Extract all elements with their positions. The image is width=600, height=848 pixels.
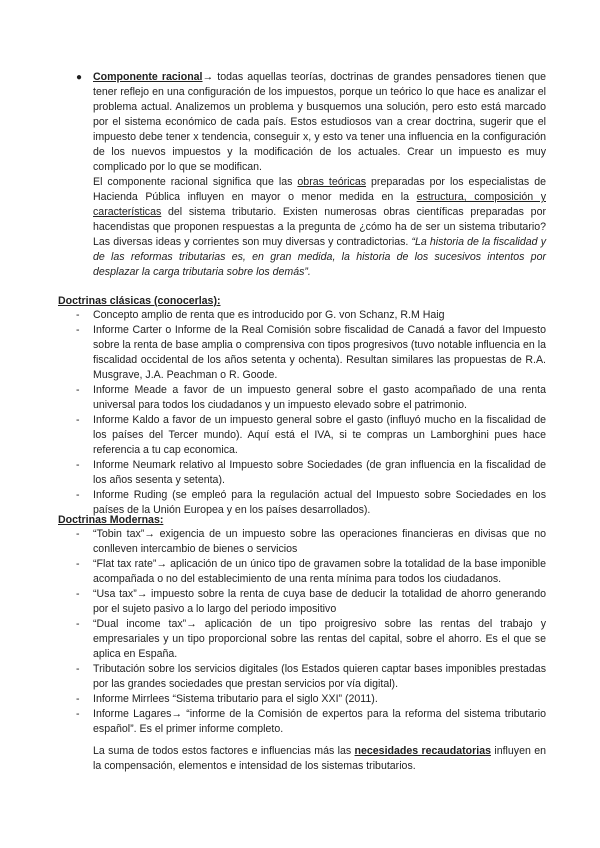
list-item: - “Flat tax rate”→ aplicación de un único tipo de gravamen sobre la totalidad de la base imponible acompañada o no del establecimiento de una renta mínima para todos los ciudadanos. (76, 557, 546, 587)
doctrinas-clasicas-title: Doctrinas clásicas (conocerlas): (58, 295, 221, 307)
list-item: - Informe Meade a favor de un impuesto general sobre el gasto acompañado de una renta universal para todos los ciudadanos y un impuesto elevado sobre el patrimonio. (76, 383, 546, 413)
closing-paragraph: La suma de todos estos factores e influencias más las necesidades recaudatorias influyen en la compensación, elementos e intensidad de los sistemas tributarios. (93, 745, 547, 772)
list-item: - Informe Carter o Informe de la Real Comisión sobre fiscalidad de Canadá a favor del Impuesto sobre la renta de base amplia o comprensiva con tipos progresivos (tuvo notable influencia en la fiscalidad occidental de los años setenta y ochenta). Resultan similares las propuestas de R.A. Musgrave, J.A. Peachman o R. Goode. (76, 323, 546, 383)
historia-quote: “La historia de la fiscalidad y de las reformas tributarias es, en gran medida, la historia de los sucesivos intentos por desplazar la carga tributaria sobre los demás”. (93, 236, 546, 278)
doctrinas-modernas-list (76, 527, 546, 737)
componente-paragraph-1: Componente racional→ todas aquellas teorías, doctrinas de grandes pensadores tienen que tener reflejo en una configuración de los impuestos, porque un teórico lo que hace es analizar el problema actual. Analizemos un problema y busquemos una solución, pero esto está marcado por el sistema económico de cada país. Estos estudiosos van a crear doctrina, sugerir que el impuesto debe tener x tendencia, conseguir x, y esto va tener una influencia en la configuración de los nuevos impuestos y la modificación de los actuales. Crear un impuesto es muy complicado por lo que se modifican. (93, 71, 547, 173)
bullet-dot: ● (76, 72, 83, 83)
list-item: - Tributación sobre los servicios digitales (los Estados quieren captar bases imponibles prestadas por las grandes sociedades que prestan servicios por vía digital). (76, 662, 546, 692)
list-item: - Informe Ruding (se empleó para la regulación actual del Impuesto sobre Sociedades en los países de la Unión Europea y en los países desarrollados). (76, 488, 546, 518)
list-item: - “Tobin tax”→ exigencia de un impuesto sobre las operaciones financieras en divisas que no conlleven intercambio de bienes o servicios (76, 527, 546, 557)
obras-teoricas-underline: obras teóricas (297, 176, 367, 188)
list-item: - Informe Mirrlees “Sistema tributario para el siglo XXI” (2011). (76, 692, 546, 707)
list-item: - “Dual income tax”→ aplicación de un tipo proigresivo sobre las rentas del trabajo y empresariales y un tipo proporcional sobre las rentas del capital, sobre el ahorro. Es el que se aplica en España. (76, 617, 546, 662)
componente-racional-section (76, 70, 546, 280)
list-item: - Informe Lagares→ “informe de la Comisión de expertos para la reforma del sistema tributario español”. Es el primer informe completo. (76, 707, 546, 737)
list-item: - Concepto amplio de renta que es introducido por G. von Schanz, R.M Haig (76, 308, 546, 323)
list-item: - Informe Neumark relativo al Impuesto sobre Sociedades (de gran influencia en la fiscalidad de los años sesenta y setenta). (76, 458, 546, 488)
estructura-underline: estructura, composición y características (93, 191, 546, 218)
doctrinas-modernas-title: Doctrinas Modernas: (58, 514, 164, 526)
componente-paragraph-2: El componente racional significa que las obras teóricas preparadas por los especialistas de Hacienda Pública influyen en mayor o menor medida en la estructura, composición y características del sistema tributario. Existen numerosas obras científicas preparadas por hacendistas que proponen respuestas a la pregunta de ¿cómo ha de ser un sistema tributario? Las diversas ideas y corrientes son muy diversas y contradictorias. “La historia de la fiscalidad y de las reformas tributarias es, en gran medida, la historia de los sucesivos intentos por desplazar la carga tributaria sobre los demás”. (93, 176, 546, 278)
doctrinas-clasicas-list (76, 308, 546, 518)
necesidades-recaudatorias: necesidades recaudatorias (354, 745, 491, 757)
list-item: - “Usa tax”→ impuesto sobre la renta de cuya base de deducir la totalidad de ahorro generando por el sujeto pasivo a lo largo del periodo impositivo (76, 587, 546, 617)
componente-heading: Componente racional (93, 71, 203, 83)
list-item: - Informe Kaldo a favor de un impuesto general sobre el gasto (influyó mucho en la fiscalidad de los países del Tercer mundo). Aquí está el IVA, si te compras un Lamborghini pues hace referencia a tu cap economica. (76, 413, 546, 458)
